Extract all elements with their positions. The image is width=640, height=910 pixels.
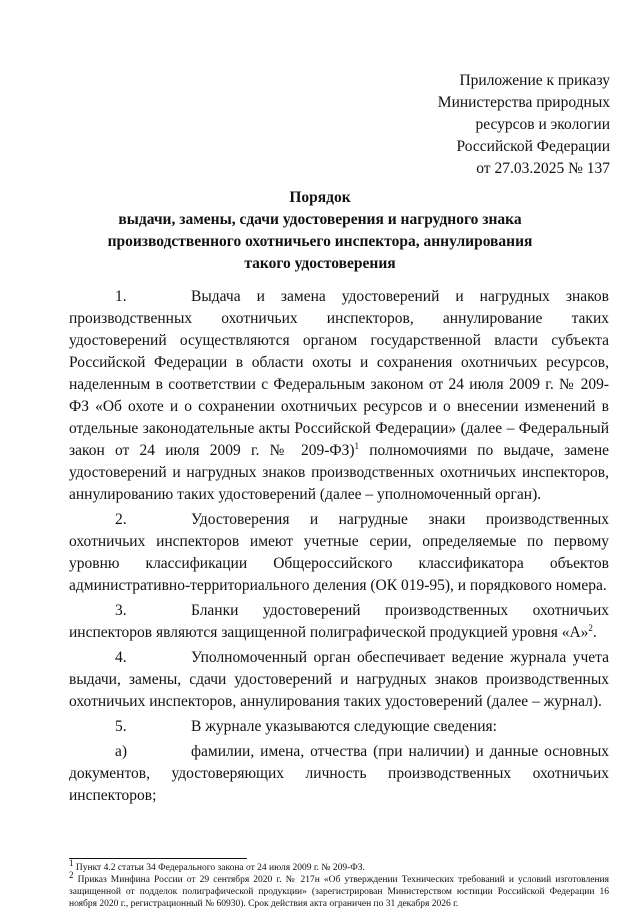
item-text: Выдача и замена удостоверений и нагрудных знаков производственных охотничьих инспекторов, аннулирование таких удостоверений осуществляются органом государственной власти субъекта Российской Федерации в области охоты и сохранения охотничьих ресурсов, наделенным в соответствии с Федеральным законом от 24 июля 2009 г. № 209-ФЗ «Об охоте и о сохранении охотничьих ресурсов и о внесении изменений в отдельные законодательные акты Российской Федерации» (далее – Федеральный закон от 24 июля 2009 г. № 209-ФЗ)	[69, 288, 609, 459]
item-text: Удостоверения и нагрудные знаки производственных охотничьих инспекторов имеют учетные серии, определяемые по первому уровню классификации Общероссийского классификатора объектов административно-территориального деления (ОК 019-95), и порядкового номера.	[69, 511, 609, 594]
footnote-ref: 1	[354, 440, 360, 451]
item-text: Уполномоченный орган обеспечивает ведение журнала учета выдачи, замены, сдачи удостоверений и нагрудных знаков производственных охотничьих инспекторов, аннулирования таких удостоверений (далее – журнал).	[69, 649, 609, 710]
item-text-cont: полномочиями по выдаче, замене удостоверений и нагрудных знаков производственных охотничьих инспекторов, аннулированию таких удостоверений (далее – уполномоченный орган).	[69, 442, 609, 503]
item-number: 2.	[115, 511, 127, 528]
footnote-text: Приказ Минфина России от 29 сентября 2020 г. № 217н «Об утверждении Технических требований и условий изготовления защищенной от подделок полиграфической продукции» (зарегистрирован Министерством юстиции Российской Федерации 16 ноября 2020 г., регистрационный № 60930). Срок действия акта ограничен по 31 декабря 2026 г.	[69, 875, 609, 909]
appendix-line: ресурсов и экологии	[475, 116, 610, 133]
appendix-line: Приложение к приказу	[459, 72, 610, 89]
footnote-ref: 2	[588, 622, 593, 633]
footnote-mark: 2	[69, 869, 74, 880]
paragraph-item-4	[69, 647, 609, 713]
paragraph-item-1	[69, 286, 609, 506]
appendix-line: Российской Федерации	[456, 138, 610, 155]
item-number: 3.	[115, 602, 127, 619]
title-line: выдачи, замены, сдачи удостоверения и нагрудного знака	[118, 211, 522, 228]
footnotes	[69, 857, 609, 910]
item-number: 5.	[115, 718, 127, 735]
appendix-line: от 27.03.2025 № 137	[476, 160, 610, 177]
paragraph-item-2	[69, 509, 609, 597]
item-number: 4.	[115, 649, 127, 666]
item-text: В журнале указываются следующие сведения:	[191, 718, 497, 735]
title-line: производственного охотничьего инспектора, аннулирования	[107, 233, 533, 250]
item-text-cont: .	[592, 624, 597, 641]
paragraph-item-3	[69, 600, 609, 644]
item-number: 1.	[115, 288, 127, 305]
paragraph-subitem-a	[69, 741, 609, 807]
title-line: Порядок	[289, 189, 351, 206]
footnote-mark: 1	[69, 857, 74, 868]
footnote-text: Пункт 4.2 статьи 34 Федерального закона от 24 июля 2009 г. № 209-ФЗ.	[73, 863, 365, 873]
appendix-line: Министерства природных	[437, 94, 610, 111]
item-text: Бланки удостоверений производственных охотничьих инспекторов являются защищенной полиграфической продукцией уровня «А»	[69, 602, 609, 641]
item-number: а)	[115, 743, 128, 760]
footnote-1	[69, 857, 609, 874]
item-text: фамилии, имена, отчества (при наличии) и данные основных документов, удостоверяющих личность производственных охотничьих инспекторов;	[69, 743, 609, 804]
footnote-2	[69, 869, 609, 910]
document-body	[69, 286, 609, 810]
document-title	[40, 187, 600, 275]
paragraph-item-5	[69, 716, 609, 738]
appendix-header	[438, 70, 610, 180]
title-line: такого удостоверения	[244, 255, 396, 272]
footnote-separator	[69, 858, 247, 859]
